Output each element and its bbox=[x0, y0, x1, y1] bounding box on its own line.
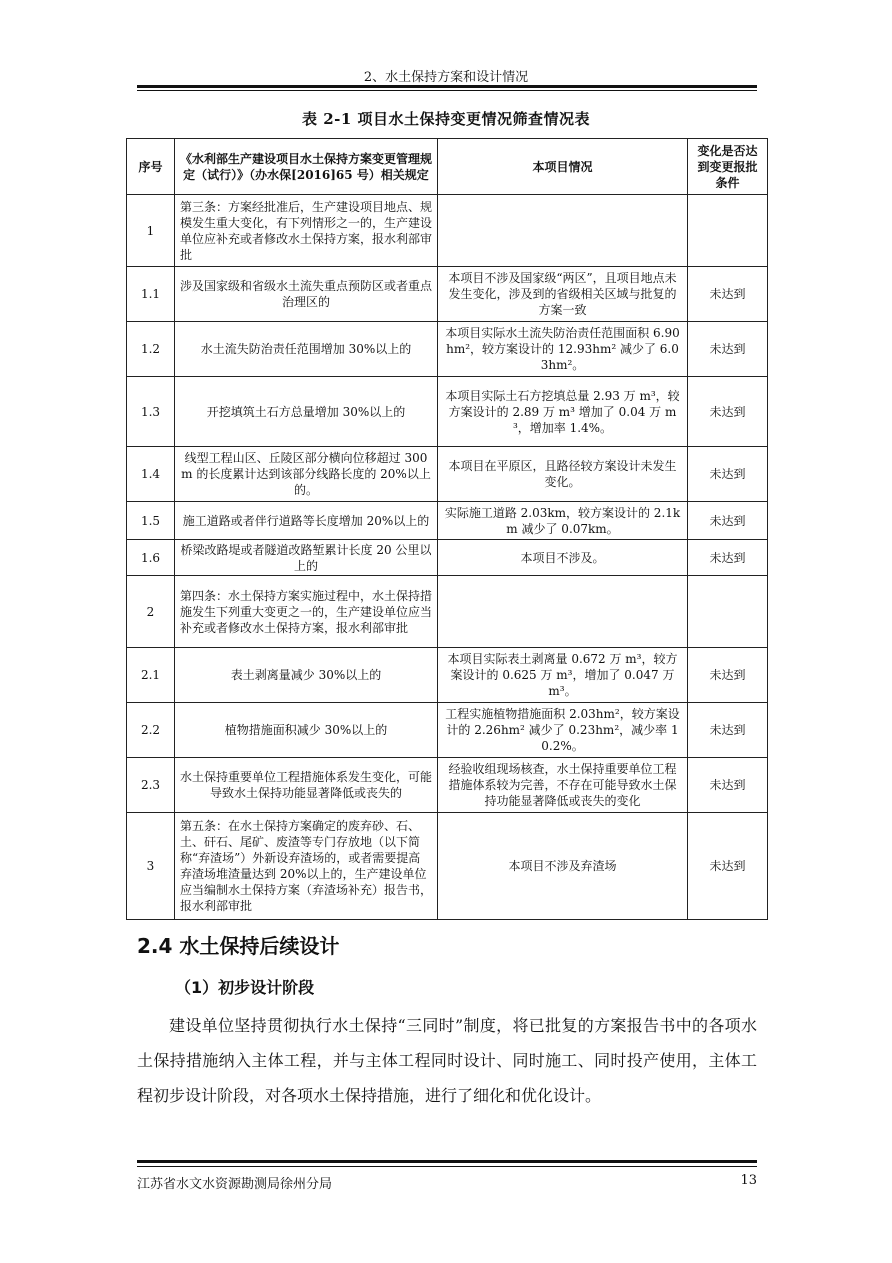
row-result: 未达到 bbox=[688, 377, 768, 447]
footer-rule-thin bbox=[137, 1166, 757, 1167]
table-row bbox=[127, 267, 768, 322]
row-project: 本项目在平原区，且路径较方案设计未发生变化。 bbox=[438, 447, 688, 502]
row-no: 2 bbox=[127, 576, 175, 648]
row-standard: 第五条：在水土保持方案确定的废弃砂、石、土、矸石、尾矿、废渣等专门存放地（以下简称“弃渣场”）外新设弃渣场的，或者需要提高弃渣场堆渣量达到 20%以上的，生产建设单位应当编制水土保持方案（弃渣场补充）报告书，报水利部审批 bbox=[175, 813, 438, 920]
row-no: 2.2 bbox=[127, 703, 175, 758]
header-no: 序号 bbox=[127, 139, 175, 195]
table-row bbox=[127, 648, 768, 703]
table-row bbox=[127, 540, 768, 576]
row-no: 1.2 bbox=[127, 322, 175, 377]
section-heading: 2.4 水土保持后续设计 bbox=[137, 934, 340, 958]
table-row bbox=[127, 703, 768, 758]
row-result: 未达到 bbox=[688, 648, 768, 703]
row-project: 本项目不涉及弃渣场 bbox=[438, 813, 688, 920]
row-project: 工程实施植物措施面积 2.03hm²，较方案设计的 2.26hm² 减少了 0.23hm²，减少率 10.2%。 bbox=[438, 703, 688, 758]
row-no: 1 bbox=[127, 195, 175, 267]
row-result: 未达到 bbox=[688, 758, 768, 813]
row-standard: 线型工程山区、丘陵区部分横向位移超过 300m 的长度累计达到该部分线路长度的 20%以上的。 bbox=[175, 447, 438, 502]
row-standard: 水土流失防治责任范围增加 30%以上的 bbox=[175, 322, 438, 377]
row-standard: 桥梁改路堤或者隧道改路堑累计长度 20 公里以上的 bbox=[175, 540, 438, 576]
row-project: 实际施工道路 2.03km，较方案设计的 2.1km 减少了 0.07km。 bbox=[438, 502, 688, 540]
table-row bbox=[127, 377, 768, 447]
row-project: 本项目实际土石方挖填总量 2.93 万 m³，较方案设计的 2.89 万 m³ 增加了 0.04 万 m³，增加率 1.4%。 bbox=[438, 377, 688, 447]
row-no: 2.1 bbox=[127, 648, 175, 703]
table-row bbox=[127, 322, 768, 377]
row-standard: 第四条：水土保持方案实施过程中，水土保持措施发生下列重大变更之一的，生产建设单位应当补充或者修改水土保持方案，报水利部审批 bbox=[175, 576, 438, 648]
row-result bbox=[688, 195, 768, 267]
table-row bbox=[127, 447, 768, 502]
table-row bbox=[127, 576, 768, 648]
row-standard: 涉及国家级和省级水土流失重点预防区或者重点治理区的 bbox=[175, 267, 438, 322]
table-caption: 表 2-1 项目水土保持变更情况筛查情况表 bbox=[301, 110, 591, 128]
row-standard: 开挖填筑土石方总量增加 30%以上的 bbox=[175, 377, 438, 447]
row-standard: 施工道路或者伴行道路等长度增加 20%以上的 bbox=[175, 502, 438, 540]
row-project: 本项目实际水土流失防治责任范围面积 6.90hm²，较方案设计的 12.93hm² 减少了 6.03hm²。 bbox=[438, 322, 688, 377]
row-no: 2.3 bbox=[127, 758, 175, 813]
table-row bbox=[127, 502, 768, 540]
footer-organization: 江苏省水文水资源勘测局徐州分局 bbox=[137, 1177, 333, 1192]
row-project: 本项目不涉及国家级“两区”，且项目地点未发生变化，涉及到的省级相关区域与批复的方案一致 bbox=[438, 267, 688, 322]
row-no: 3 bbox=[127, 813, 175, 920]
row-no: 1.6 bbox=[127, 540, 175, 576]
table-row bbox=[127, 195, 768, 267]
row-result bbox=[688, 576, 768, 648]
header-rule-thick bbox=[137, 85, 757, 88]
row-project bbox=[438, 195, 688, 267]
row-result: 未达到 bbox=[688, 703, 768, 758]
row-result: 未达到 bbox=[688, 447, 768, 502]
body-paragraph: 建设单位坚持贯彻执行水土保持“三同时”制度，将已批复的方案报告书中的各项水土保持措施纳入主体工程，并与主体工程同时设计、同时施工、同时投产使用，主体工程初步设计阶段，对各项水土保持措施，进行了细化和优化设计。 bbox=[137, 1016, 757, 1105]
row-result: 未达到 bbox=[688, 813, 768, 920]
table-header-row bbox=[127, 139, 768, 195]
row-standard: 表土剥离量减少 30%以上的 bbox=[175, 648, 438, 703]
header-result: 变化是否达到变更报批条件 bbox=[688, 139, 768, 195]
page-number: 13 bbox=[740, 1173, 757, 1188]
row-project bbox=[438, 576, 688, 648]
row-no: 1.1 bbox=[127, 267, 175, 322]
row-result: 未达到 bbox=[688, 540, 768, 576]
row-result: 未达到 bbox=[688, 267, 768, 322]
row-project: 本项目实际表土剥离量 0.672 万 m³，较方案设计的 0.625 万 m³，增加了 0.047 万 m³。 bbox=[438, 648, 688, 703]
row-project: 经验收组现场核查，水土保持重要单位工程措施体系较为完善，不存在可能导致水土保持功能显著降低或丧失的变化 bbox=[438, 758, 688, 813]
screening-table bbox=[126, 138, 768, 920]
header-project: 本项目情况 bbox=[438, 139, 688, 195]
table-row bbox=[127, 813, 768, 920]
section-subheading: （1）初步设计阶段 bbox=[175, 978, 315, 997]
row-no: 1.3 bbox=[127, 377, 175, 447]
row-standard: 植物措施面积减少 30%以上的 bbox=[175, 703, 438, 758]
row-result: 未达到 bbox=[688, 322, 768, 377]
row-project: 本项目不涉及。 bbox=[438, 540, 688, 576]
header-standard: 《水利部生产建设项目水土保持方案变更管理规定（试行）》（办水保[2016]65 号）相关规定 bbox=[175, 139, 438, 195]
table-row bbox=[127, 758, 768, 813]
row-standard: 水土保持重要单位工程措施体系发生变化，可能导致水土保持功能显著降低或丧失的 bbox=[175, 758, 438, 813]
row-no: 1.5 bbox=[127, 502, 175, 540]
row-standard: 第三条：方案经批准后，生产建设项目地点、规模发生重大变化，有下列情形之一的，生产建设单位应补充或者修改水土保持方案，报水利部审批 bbox=[175, 195, 438, 267]
footer-rule-thick bbox=[137, 1160, 757, 1163]
header-rule-thin bbox=[137, 90, 757, 91]
row-result: 未达到 bbox=[688, 502, 768, 540]
page-header: 2、水土保持方案和设计情况 bbox=[363, 70, 529, 85]
row-no: 1.4 bbox=[127, 447, 175, 502]
